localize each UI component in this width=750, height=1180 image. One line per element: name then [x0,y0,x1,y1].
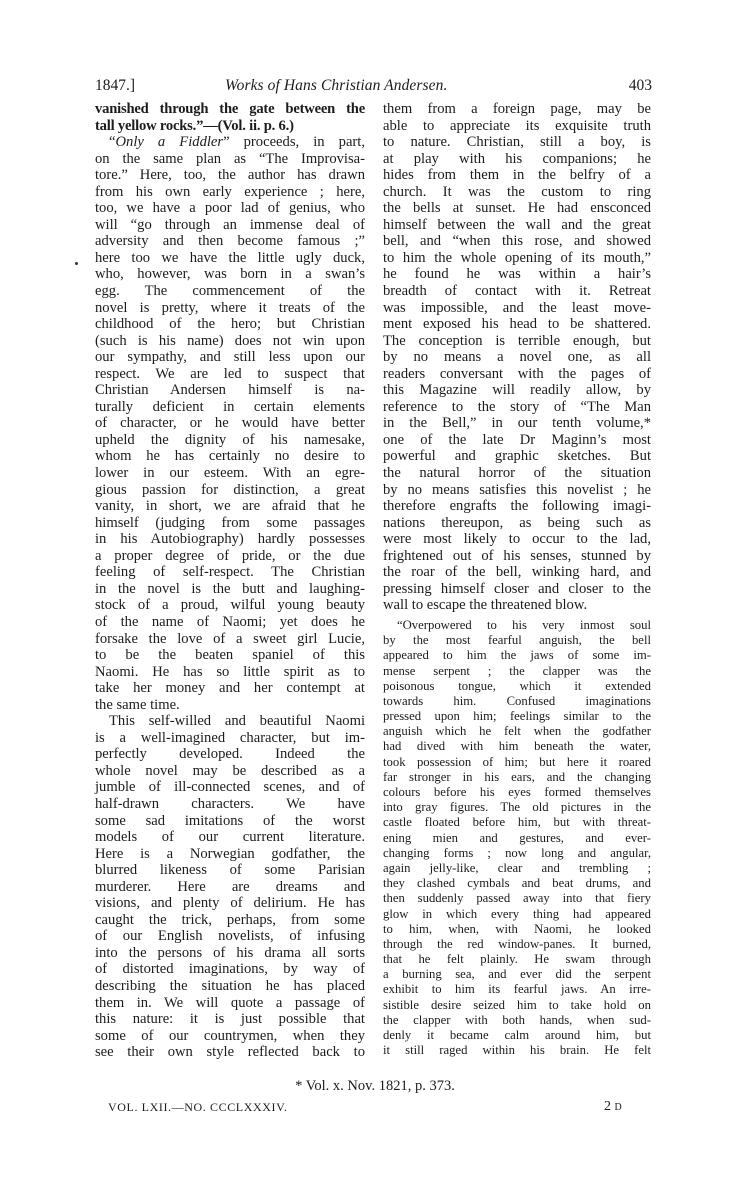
text-line: some sad imitations of the worst [95,812,365,829]
text-line: who, however, was born in a swan’s [95,266,365,283]
text-line: they clashed cymbals and beat drums, and [383,876,651,891]
text-line: pressed upon him; feelings similar to the [383,709,651,724]
text-line: turally deficient in certain elements [95,398,365,415]
text-line: appeared to him the jaws of some im- [383,648,651,663]
text-line: exhibit to him its fearful jaws. An irre- [383,982,651,997]
text-line: towards him. Confused imaginations [383,693,651,708]
text-line: our sympathy, and still less upon our [95,349,365,366]
left-column [95,101,365,1061]
text-line: models of our current literature. [95,829,365,846]
text-line: lower in our esteem. With an egre- [95,465,365,482]
text-line: sistible desire seized him to take hold on [383,997,651,1012]
text-line: colours before his eyes formed themselves [383,785,651,800]
text-line: some of our countrymen, when they [95,1027,365,1044]
text-line: here too we have the little ugly duck, [95,249,365,266]
text-line: of our English novelists, of infusing [95,928,365,945]
text-line: whole novel may be described as a [95,762,365,779]
text-line: wall to escape the threatened blow. [383,597,588,614]
text-line: ening mien and gestures, and ever- [383,830,651,845]
text-line: “Only a Fiddler” proceeds, in part, [109,134,365,151]
text-line: frightened out of his senses, stunned by [383,547,651,564]
text-line: jumble of ill-connected scenes, and of [95,779,365,796]
text-line: childhood of the hero; but Christian [95,316,365,333]
text-line: at play with his companions; he [383,150,651,167]
text-line: this nature: it is just possible that [95,1011,365,1028]
text-line: whom he has certainly no desire to [95,448,365,465]
text-line: changing forms ; now long and angular, [383,845,651,860]
text-line: too, we have a poor lad of genius, who [95,200,365,217]
text-line: by no means satisfies this novelist ; he [383,481,651,498]
block-quote [383,618,651,1058]
margin-dot-mark [75,262,78,265]
text-line: bell, and “when this rose, and showed [383,233,651,250]
text-line: see their own style reflected back to [95,1044,365,1061]
sheet-number: 2 [604,1099,611,1114]
text-line: able to appreciate its exquisite truth [383,117,651,134]
text-line: adversity and then become famous ;” [95,233,365,250]
text-line: to him, when, with Naomi, he looked [383,921,651,936]
text-line: into gray figures. The old pictures in the [383,800,651,815]
text-line: it still raged within his brain. He felt [383,1043,651,1058]
running-head-year: 1847.] [95,77,136,94]
text-line: respect. We are led to suspect that [95,365,365,382]
page-number: 403 [628,77,652,94]
text-line: (such is his name) does not win upon [95,332,365,349]
text-line: forsake the love of a sweet girl Lucie, [95,630,365,647]
text-line: the roar of the bell, winking hard, and [383,564,651,581]
text-line: castle floated before him, but with threat- [383,815,651,830]
text-line: them from a foreign page, may be [383,101,651,117]
text-line: was impossible, and the least move- [383,299,651,316]
text-line: therefore engrafts the following imagi- [383,498,651,515]
text-line: gious passion for distinction, a great [95,481,365,498]
text-line: from his own early experience ; here, [95,183,365,200]
text-line: of character, or he would have better [95,415,365,432]
text-line: is a well-imagined character, but im- [95,729,365,746]
text-line: himself between the wall and the great [383,216,651,233]
text-line: tall yellow rocks.”—(Vol. ii. p. 6.) [95,117,294,134]
text-line: take her money and her contempt at [95,680,365,697]
text-line: stock of a proud, wilful young beauty [95,597,365,614]
text-line: anguish which he felt when the godfather [383,724,651,739]
text-line: of the name of Naomi; yet does he [95,613,365,630]
text-line: to be the beaten spaniel of this [95,647,365,664]
text-line: egg. The commencement of the [95,283,365,300]
text-line: a burning sea, and ever did the serpent [383,967,651,982]
text-line: Naomi. He has so little spirit as to [95,663,365,680]
text-line: in his Autobiography) hardly possesses [95,531,365,548]
text-line: had dived with him beneath the water, [383,739,651,754]
text-line: far stronger in his ears, and the changing [383,769,651,784]
text-line: by no means a novel one, as all [383,349,651,366]
text-line: blurred likeness of some Parisian [95,862,365,879]
right-column [383,101,651,1058]
text-line: into the persons of his drama all sorts [95,944,365,961]
text-line: then suddenly passed away into that fiery [383,891,651,906]
text-line: pressing himself closer and closer to the [383,580,651,597]
text-line: in the Bell,” in our tenth volume,* [383,415,651,432]
text-line: tore.” Here, too, the author has drawn [95,167,365,184]
text-line: vanished through the gate between the [95,101,365,117]
text-line: the same time. [95,696,180,713]
text-line: took possession of him; but here it roared [383,754,651,769]
text-line: in the novel is the butt and laughing- [95,580,365,597]
volume-signature: VOL. LXII.—NO. CCCLXXXIV. [108,1100,288,1114]
text-line: poisonous tongue, which it extended [383,678,651,693]
text-line: The conception is terrible enough, but [383,332,651,349]
text-line: Christian Andersen himself is na- [95,382,365,399]
text-line: to him the whole opening of its mouth,” [383,249,651,266]
text-line: through the red window-panes. It burned, [383,936,651,951]
text-line: the bells at sunset. He had ensconced [383,200,651,217]
text-line: reference to the story of “The Man [383,398,651,415]
text-line: upheld the dignity of his namesake, [95,431,365,448]
text-line: describing the situation he has placed [95,977,365,994]
footnote: * Vol. x. Nov. 1821, p. 373. [295,1078,455,1094]
text-line: breadth of contact with it. Retreat [383,283,651,300]
text-line: caught the trick, perhaps, from some [95,911,365,928]
text-line: were most likely to occur to the lad, [383,531,651,548]
text-line: of distorted imaginations, by way of [95,961,365,978]
text-line: one of the late Dr Maginn’s most [383,431,651,448]
text-line: denly it became calm around him, but [383,1028,651,1043]
text-line: church. It was the custom to ring [383,183,651,200]
text-line: nations thereupon, as being such as [383,514,651,531]
text-line: feeling of self-respect. The Christian [95,564,365,581]
running-head [95,77,652,97]
text-line: by the most fearful anguish, the bell [383,633,651,648]
text-line: on the same plan as “The Improvisa- [95,150,365,167]
text-line: himself (judging from some passages [95,514,365,531]
text-line: the clapper with both hands, when sud- [383,1012,651,1027]
sheet-signature [604,1099,622,1115]
running-head-title: Works of Hans Christian Andersen. [225,77,448,94]
text-line: the natural horror of the situation [383,465,651,482]
text-line: murderer. Here are dreams and [95,878,365,895]
text-line: novel is pretty, where it treats of the [95,299,365,316]
text-line: to nature. Christian, still a boy, is [383,134,651,151]
text-line: ment exposed his head to be shattered. [383,316,651,333]
text-line: perfectly developed. Indeed the [95,746,365,763]
text-line: half-drawn characters. We have [95,795,365,812]
text-line: again jelly-like, clear and trembling ; [383,860,651,875]
text-line: this Magazine will readily allow, by [383,382,651,399]
sheet-letter: D [614,1102,622,1113]
book-title-italic: Only a Fiddler [115,134,224,151]
right-column-body [383,101,651,614]
text-line: “Overpowered to his very inmost soul [397,617,651,632]
text-line: hides from them in the belfry of a [383,167,651,184]
text-line: powerful and graphic sketches. But [383,448,651,465]
text-line: that he felt plainly. He swam through [383,952,651,967]
text-line: them in. We will quote a passage of [95,994,365,1011]
text-line: he found he was within a hair’s [383,266,651,283]
text-line: will “go through an immense deal of [95,216,365,233]
text-line: mense serpent ; the clapper was the [383,663,651,678]
text-line: vanity, in short, we are afraid that he [95,498,365,515]
text-line: glow in which every thing had appeared [383,906,651,921]
text-line: readers conversant with the pages of [383,365,651,382]
text-line: This self-willed and beautiful Naomi [109,713,365,730]
text-line: visions, and plenty of delirium. He has [95,895,365,912]
text-line: a proper degree of pride, or the due [95,547,365,564]
text-line: Here is a Norwegian godfather, the [95,845,365,862]
